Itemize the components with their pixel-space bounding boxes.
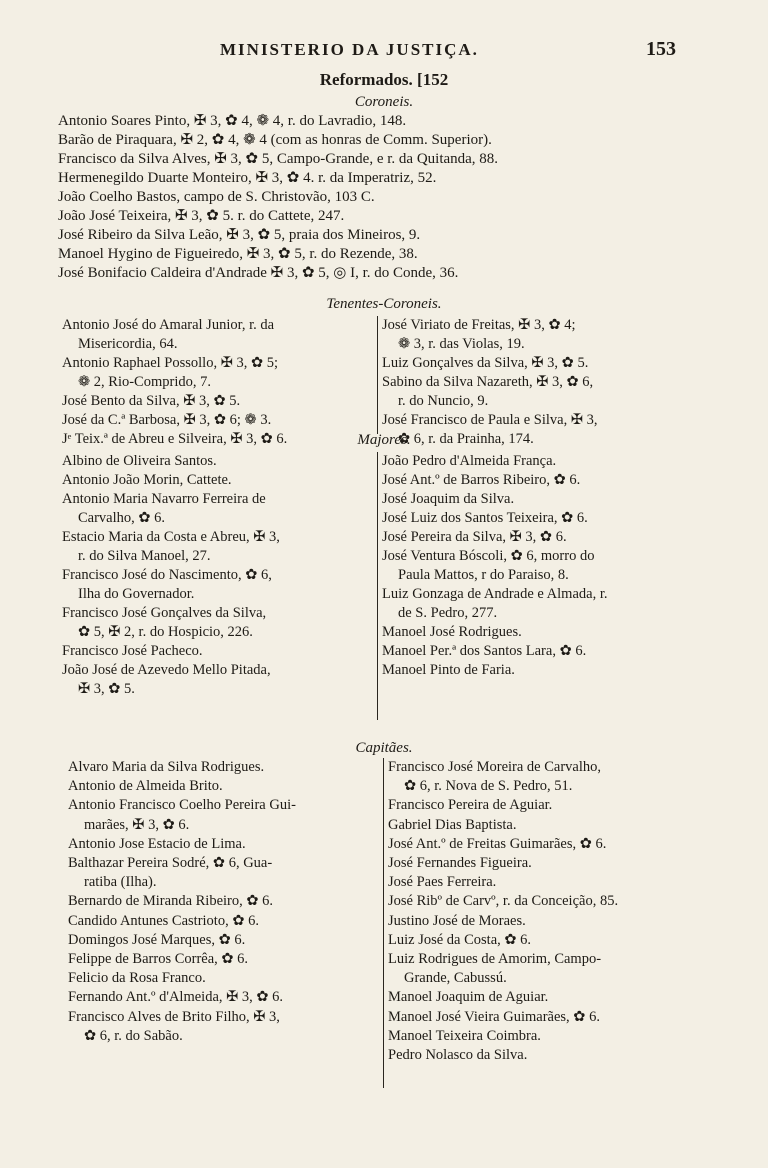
- entry-line: José da C.ª Barbosa, ✠ 3, ✿ 6; ❁ 3.: [62, 412, 272, 428]
- capitao-entry: [68, 892, 273, 911]
- capitao-entry: [388, 854, 532, 873]
- page-header: [0, 40, 768, 64]
- entry-continuation: r. do Nuncio, 9.: [398, 393, 489, 409]
- entry-line: Manoel Pinto de Faria.: [382, 662, 515, 678]
- capitao-entry: [68, 988, 283, 1007]
- entry-line: Bernardo de Miranda Ribeiro, ✿ 6.: [68, 893, 274, 910]
- entry-line: José Francisco de Paula e Silva, ✠ 3,: [382, 412, 598, 428]
- capitao-entry: [68, 1008, 280, 1046]
- entry-line: José Paes Ferreira.: [388, 874, 497, 891]
- coronel-entry: Francisco da Silva Alves, ✠ 3, ✿ 5, Campo-Grande, e r. da Quitanda, 88.: [58, 151, 499, 167]
- major-entry: [382, 661, 515, 680]
- entry-continuation: Carvalho, ✿ 6.: [78, 510, 166, 526]
- entry-line: Luiz Gonzaga de Andrade e Almada, r.: [382, 586, 608, 602]
- entry-continuation: de S. Pedro, 277.: [398, 605, 498, 621]
- tenente-coronel-entry: [382, 354, 588, 373]
- major-entry: [62, 490, 266, 528]
- entry-line: Candido Antunes Castrioto, ✿ 6.: [68, 912, 259, 929]
- entry-line: Pedro Nolasco da Silva.: [388, 1047, 528, 1063]
- major-entry: [382, 490, 514, 509]
- capitao-entry: [388, 1046, 527, 1065]
- entry-line: Francisco José Moreira de Carvalho,: [388, 759, 602, 775]
- page-number: 153: [646, 38, 676, 60]
- entry-line: José Ant.º de Freitas Guimarães, ✿ 6.: [388, 835, 607, 852]
- entry-line: Justino José de Moraes.: [388, 912, 526, 929]
- entry-continuation: ✿ 6, r. Nova de S. Pedro, 51.: [404, 778, 573, 795]
- capitao-entry: [68, 758, 264, 777]
- capitao-entry: [388, 1008, 600, 1027]
- column-divider: [377, 452, 378, 720]
- entry-line: Felippe de Barros Corrêa, ✿ 6.: [68, 951, 249, 967]
- coronel-entry: João José Teixeira, ✠ 3, ✿ 5. r. do Cattete, 247.: [58, 208, 345, 224]
- entry-line: Manoel Joaquim de Aguiar.: [388, 989, 549, 1006]
- coroneis-list: [58, 112, 708, 283]
- entry-continuation: r. do Silva Manoel, 27.: [78, 548, 211, 564]
- major-entry: [382, 509, 588, 528]
- entry-line: Luiz José da Costa, ✿ 6.: [388, 931, 532, 948]
- entry-line: José Pereira da Silva, ✠ 3, ✿ 6.: [382, 529, 567, 545]
- entry-line: Antonio Jose Estacio de Lima.: [68, 835, 246, 852]
- entry-continuation: Misericordia, 64.: [78, 336, 178, 352]
- capitao-entry: [388, 1027, 541, 1046]
- entry-line: Francisco José Pacheco.: [62, 643, 203, 659]
- entry-continuation: ❁ 3, r. das Violas, 19.: [398, 336, 525, 352]
- entry-line: Jᵉ Teix.ª de Abreu e Silveira, ✠ 3, ✿ 6.: [62, 431, 288, 447]
- entry-line: Domingos José Marques, ✿ 6.: [68, 931, 246, 948]
- heading-coroneis: Coroneis.: [354, 94, 414, 110]
- capitao-entry: [388, 931, 531, 950]
- capitao-entry: [68, 969, 206, 988]
- entry-line: Antonio Raphael Possollo, ✠ 3, ✿ 5;: [62, 355, 279, 371]
- entry-line: Sabino da Silva Nazareth, ✠ 3, ✿ 6,: [382, 374, 594, 390]
- entry-line: Francisco José Gonçalves da Silva,: [62, 605, 267, 621]
- major-entry: [62, 566, 272, 604]
- entry-line: Albino de Oliveira Santos.: [62, 453, 217, 469]
- tenente-coronel-entry: [62, 354, 278, 392]
- capitao-entry: [388, 758, 601, 796]
- coronel-entry: José Bonifacio Caldeira d'Andrade ✠ 3, ✿ 5, ◎ I, r. do Conde, 36.: [58, 265, 459, 281]
- major-entry: [382, 585, 607, 623]
- capitao-entry: [388, 950, 601, 988]
- capitao-entry: [68, 835, 246, 854]
- major-entry: [62, 471, 232, 490]
- coronel-entry: Antonio Soares Pinto, ✠ 3, ✿ 4, ❁ 4, r. do Lavradio, 148.: [58, 113, 407, 129]
- tenente-coronel-entry: [62, 392, 240, 411]
- entry-continuation: ✿ 6, r. do Sabão.: [84, 1027, 183, 1044]
- major-entry: [62, 642, 203, 661]
- entry-line: Felicio da Rosa Franco.: [68, 970, 206, 987]
- section-title: Reformados. [152: [319, 70, 449, 89]
- coronel-entry: João Coelho Bastos, campo de S. Christovão, 103 C.: [58, 189, 375, 205]
- entry-line: Antonio Maria Navarro Ferreira de: [62, 491, 266, 507]
- column-divider: [377, 316, 378, 434]
- entry-line: Antonio Francisco Coelho Pereira Gui-: [68, 797, 296, 814]
- major-entry: [382, 528, 567, 547]
- entry-line: José Viriato de Freitas, ✠ 3, ✿ 4;: [382, 317, 576, 333]
- major-entry: [62, 528, 280, 566]
- entry-line: Fernando Ant.º d'Almeida, ✠ 3, ✿ 6.: [68, 989, 284, 1006]
- entry-line: José Ant.º de Barros Ribeiro, ✿ 6.: [382, 472, 581, 488]
- entry-continuation: marães, ✠ 3, ✿ 6.: [84, 816, 190, 833]
- coronel-entry: Barão de Piraquara, ✠ 2, ✿ 4, ❁ 4 (com as honras de Comm. Superior).: [58, 132, 492, 148]
- major-entry: [382, 452, 556, 471]
- entry-line: José Fernandes Figueira.: [388, 855, 532, 871]
- entry-continuation: ✿ 5, ✠ 2, r. do Hospicio, 226.: [78, 624, 253, 640]
- entry-continuation: ✠ 3, ✿ 5.: [78, 681, 135, 697]
- entry-line: Manoel José Rodrigues.: [382, 624, 522, 640]
- heading-tenentes-coroneis: Tenentes-Coroneis.: [326, 296, 442, 312]
- entry-continuation: Paula Mattos, r do Paraiso, 8.: [398, 567, 569, 583]
- entry-line: Luiz Rodrigues de Amorim, Campo-: [388, 951, 602, 967]
- entry-line: Estacio Maria da Costa e Abreu, ✠ 3,: [62, 529, 280, 545]
- major-entry: [382, 642, 586, 661]
- entry-line: Alvaro Maria da Silva Rodrigues.: [68, 759, 265, 775]
- entry-line: Manoel José Vieira Guimarães, ✿ 6.: [388, 1008, 600, 1025]
- major-entry: [62, 604, 266, 642]
- tenente-coronel-entry: [62, 411, 271, 430]
- entry-line: Manoel Teixeira Coimbra.: [388, 1027, 541, 1044]
- capitao-entry: [68, 854, 272, 892]
- entry-continuation: ratiba (Ilha).: [84, 874, 157, 891]
- major-entry: [382, 471, 580, 490]
- coronel-entry: José Ribeiro da Silva Leão, ✠ 3, ✿ 5, praia dos Mineiros, 9.: [58, 227, 421, 243]
- heading-capitaes: Capitães.: [355, 740, 413, 756]
- entry-line: Francisco José do Nascimento, ✿ 6,: [62, 567, 272, 583]
- major-entry: [62, 452, 217, 471]
- entry-line: José Luiz dos Santos Teixeira, ✿ 6.: [382, 510, 588, 526]
- tenente-coronel-entry: [62, 316, 274, 354]
- coronel-entry: Hermenegildo Duarte Monteiro, ✠ 3, ✿ 4. r. da Imperatriz, 52.: [58, 170, 437, 186]
- entry-line: Manoel Per.ª dos Santos Lara, ✿ 6.: [382, 643, 587, 659]
- capitao-entry: [68, 931, 245, 950]
- tenente-coronel-entry: [382, 373, 593, 411]
- entry-continuation: Ilha do Governador.: [78, 586, 195, 602]
- major-entry: [382, 623, 522, 642]
- heading-majores: Majores.: [357, 432, 411, 448]
- capitao-entry: [68, 777, 223, 796]
- entry-continuation: Grande, Cabussú.: [404, 970, 507, 987]
- entry-line: Balthazar Pereira Sodré, ✿ 6, Gua-: [68, 855, 273, 871]
- capitao-entry: [388, 892, 618, 911]
- capitao-entry: [388, 873, 496, 892]
- entry-line: Francisco Alves de Brito Filho, ✠ 3,: [68, 1008, 280, 1025]
- running-title: MINISTERIO DA JUSTIÇA.: [220, 40, 479, 59]
- major-entry: [382, 547, 594, 585]
- capitao-entry: [388, 988, 548, 1007]
- capitao-entry: [388, 835, 606, 854]
- tenente-coronel-entry: [382, 316, 576, 354]
- entry-line: Antonio José do Amaral Junior, r. da: [62, 317, 275, 333]
- entry-continuation: ❁ 2, Rio-Comprido, 7.: [78, 374, 211, 390]
- entry-line: João Pedro d'Almeida França.: [382, 453, 557, 469]
- major-entry: [62, 661, 271, 699]
- entry-continuation: ✿ 6, r. da Prainha, 174.: [398, 431, 534, 447]
- capitao-entry: [68, 950, 248, 969]
- entry-line: Antonio de Almeida Brito.: [68, 778, 223, 795]
- entry-line: Gabriel Dias Baptista.: [388, 816, 517, 833]
- entry-line: Luiz Gonçalves da Silva, ✠ 3, ✿ 5.: [382, 355, 589, 371]
- capitao-entry: [388, 912, 526, 931]
- column-divider: [383, 758, 384, 1088]
- entry-line: Francisco Pereira de Aguiar.: [388, 797, 553, 814]
- entry-line: João José de Azevedo Mello Pitada,: [62, 662, 271, 678]
- entry-line: José Ribº de Carvº, r. da Conceição, 85.: [388, 893, 619, 910]
- capitao-entry: [388, 796, 552, 815]
- capitao-entry: [68, 796, 296, 834]
- capitao-entry: [388, 816, 516, 835]
- capitao-entry: [68, 912, 259, 931]
- entry-line: Antonio João Morin, Cattete.: [62, 472, 232, 488]
- entry-line: José Ventura Bóscoli, ✿ 6, morro do: [382, 548, 595, 564]
- coronel-entry: Manoel Hygino de Figueiredo, ✠ 3, ✿ 5, r. do Rezende, 38.: [58, 246, 418, 262]
- entry-line: José Joaquim da Silva.: [382, 491, 515, 507]
- entry-line: José Bento da Silva, ✠ 3, ✿ 5.: [62, 393, 241, 409]
